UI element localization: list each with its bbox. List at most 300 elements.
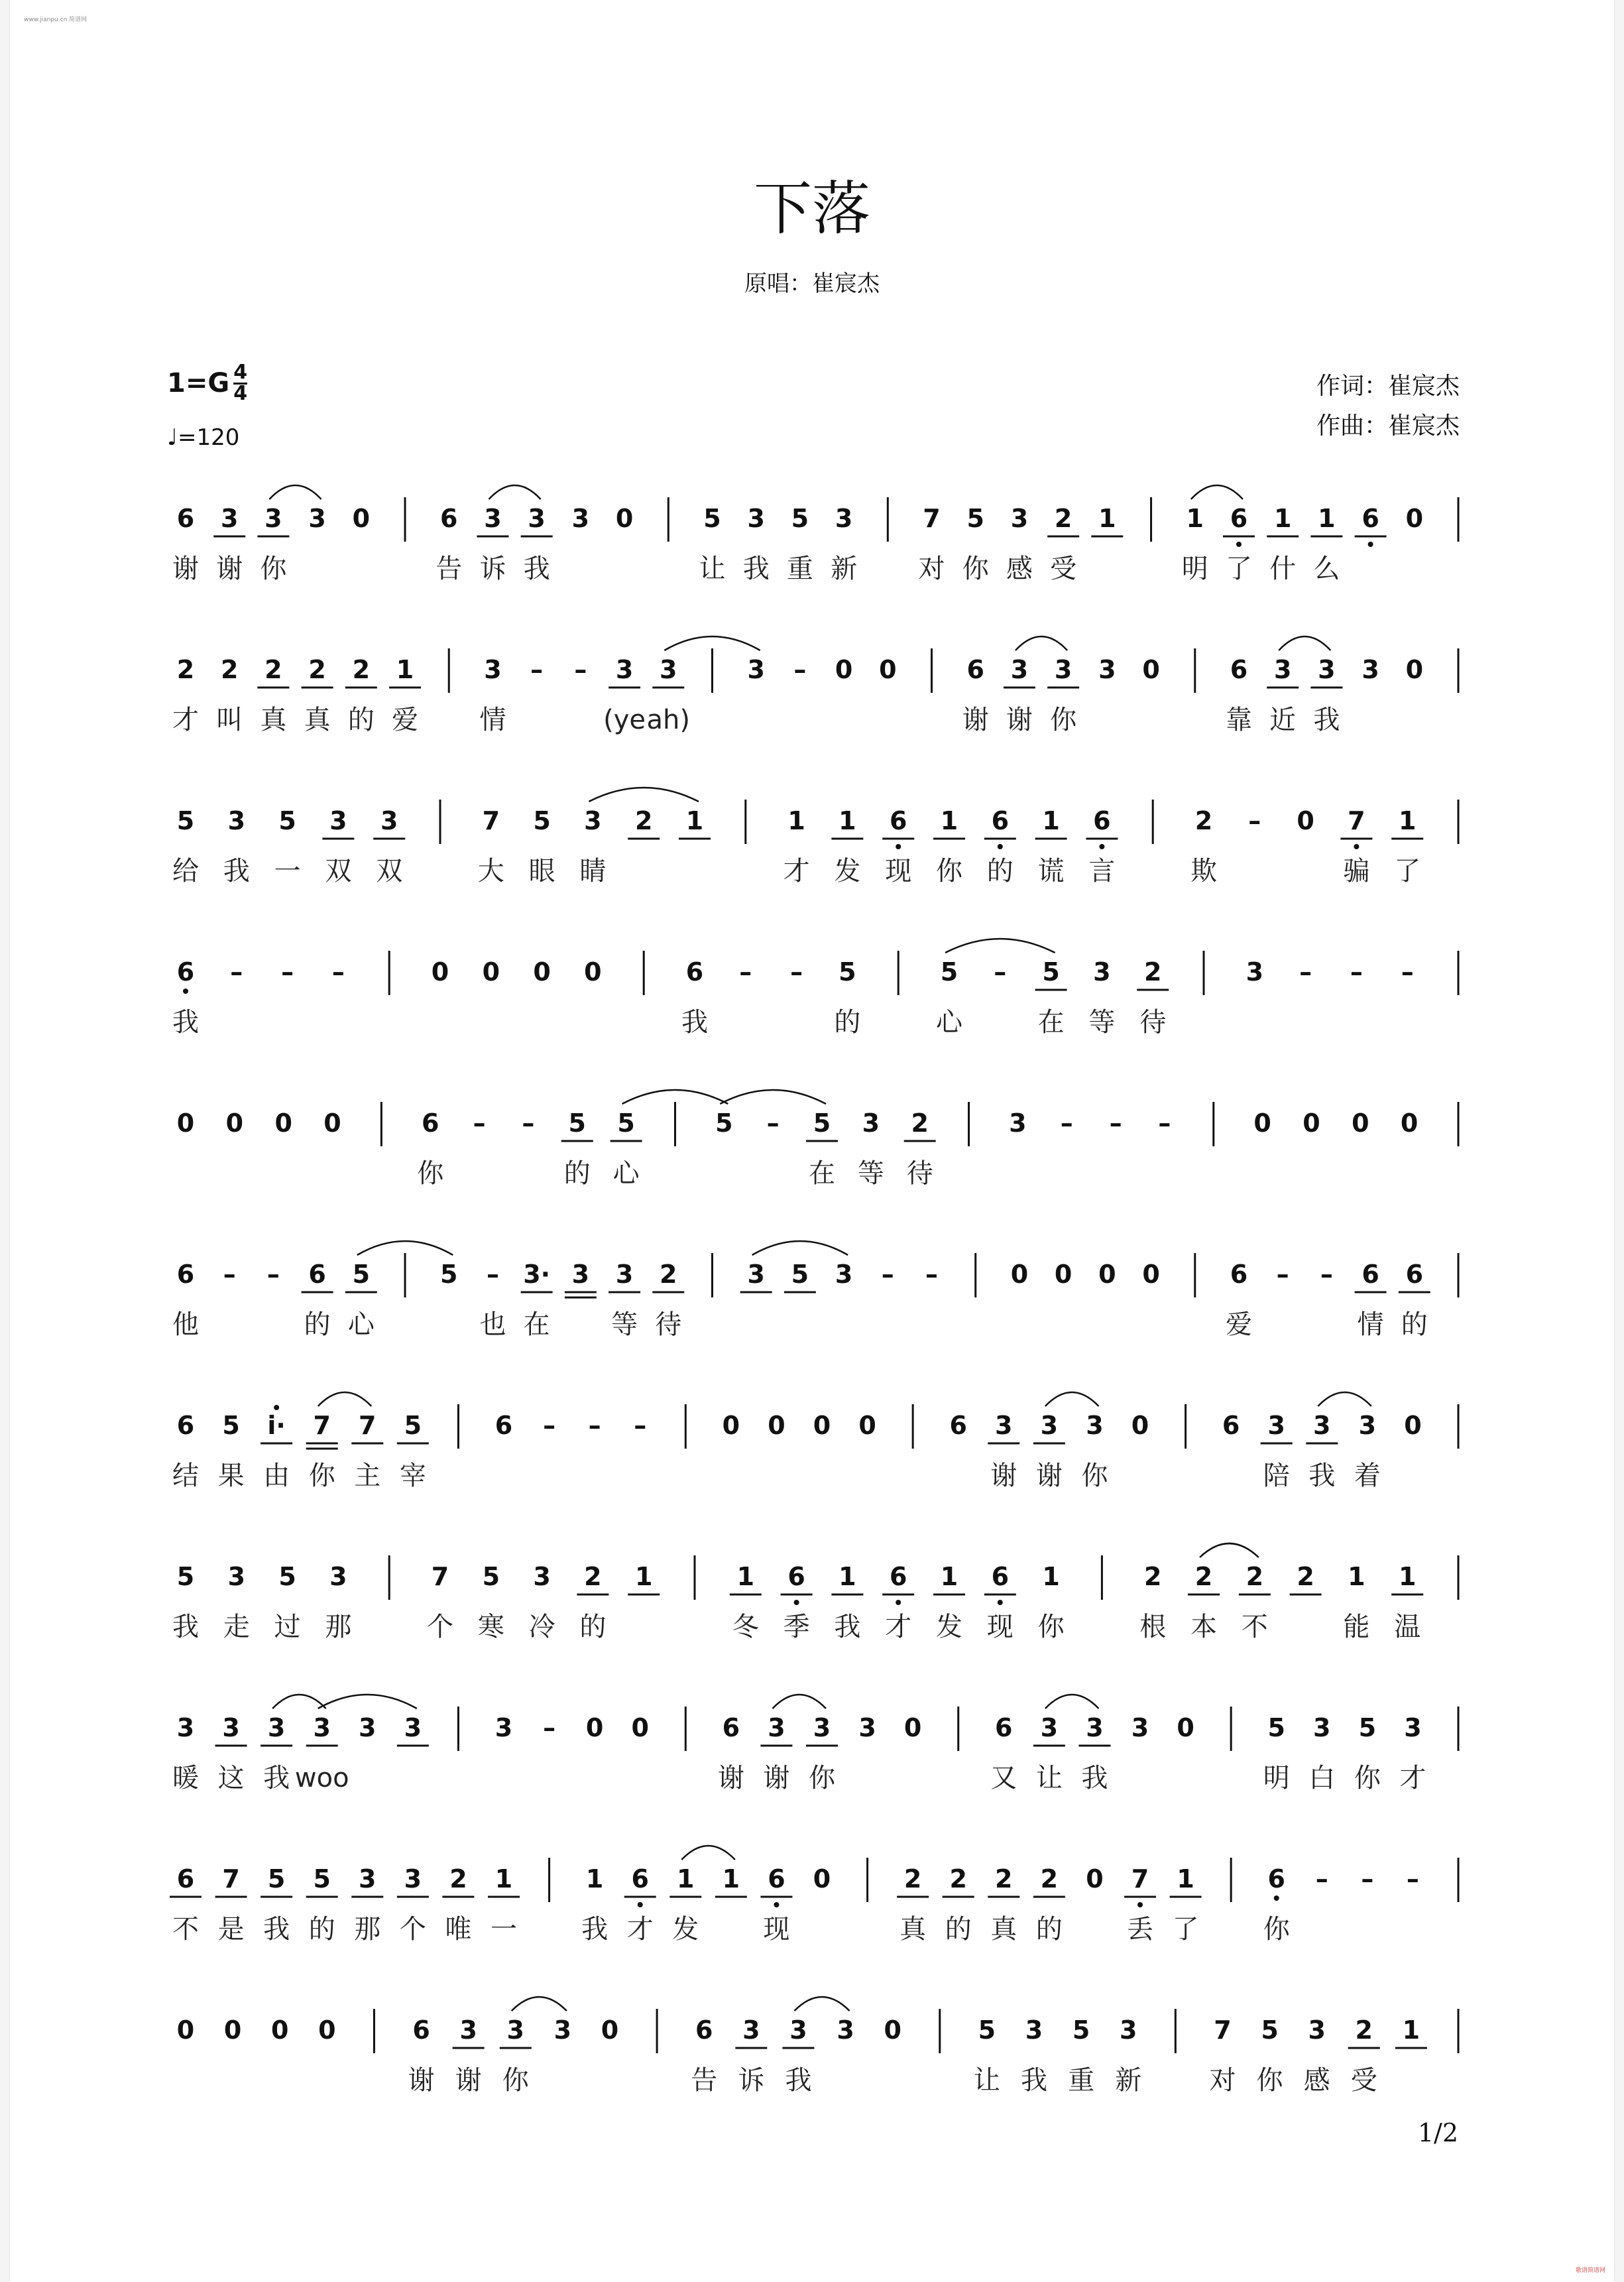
time-signature-bottom: 4 bbox=[233, 381, 248, 405]
note: 2 bbox=[584, 1562, 602, 1591]
site-watermark-footer: 歌谱简谱网 bbox=[1575, 2267, 1605, 2274]
note: 5 bbox=[617, 1109, 635, 1138]
lyric: 我 bbox=[172, 1612, 199, 1642]
slur bbox=[794, 1997, 849, 2011]
note: 3 bbox=[858, 1713, 876, 1742]
lyric: 了 bbox=[1225, 554, 1252, 584]
note: 5 bbox=[352, 1260, 371, 1289]
lyric: 谢 bbox=[763, 1763, 790, 1793]
note: 3 bbox=[1267, 1411, 1285, 1440]
note: 0 bbox=[1405, 655, 1424, 684]
slur bbox=[720, 1090, 826, 1104]
lyric: 我 bbox=[523, 554, 550, 584]
note: 6 bbox=[889, 1562, 907, 1591]
note: 3 bbox=[1119, 2015, 1137, 2045]
note: 0 bbox=[585, 1713, 604, 1742]
lyric: 我 bbox=[1081, 1763, 1108, 1793]
lyric: 温 bbox=[1394, 1612, 1421, 1642]
note: 0 bbox=[1400, 1109, 1419, 1138]
note: 3 bbox=[1093, 957, 1111, 987]
note: 1 bbox=[940, 806, 958, 835]
slur bbox=[1045, 1695, 1099, 1709]
lyric: 走 bbox=[223, 1612, 250, 1642]
lower-octave-dot bbox=[1368, 542, 1373, 547]
note: 6 bbox=[787, 1562, 805, 1591]
note: 6 bbox=[1362, 1260, 1379, 1289]
note: 3 bbox=[1010, 655, 1029, 684]
lyric: 谎 bbox=[1037, 856, 1065, 886]
note: 3 bbox=[768, 1713, 785, 1742]
slur bbox=[681, 1846, 735, 1860]
slur bbox=[1200, 1543, 1259, 1557]
slur bbox=[752, 1241, 848, 1255]
lyric: 近 bbox=[1269, 705, 1297, 735]
slur bbox=[664, 636, 760, 650]
lyric: 重 bbox=[786, 554, 813, 584]
note: 3 bbox=[1086, 1713, 1104, 1742]
note: – bbox=[530, 655, 544, 684]
note: 3 bbox=[1025, 2015, 1043, 2045]
page-number: 1/2 bbox=[1417, 2118, 1458, 2147]
note: 3 bbox=[813, 1713, 831, 1742]
note: 6 bbox=[1230, 1260, 1248, 1289]
note: – bbox=[925, 1260, 939, 1289]
note: 6 bbox=[1405, 1260, 1424, 1289]
composer-credit: 作曲：崔宸杰 bbox=[1316, 412, 1460, 440]
lyric: 结 bbox=[172, 1461, 199, 1491]
lyric: 么 bbox=[1313, 554, 1340, 584]
note: – bbox=[1406, 1864, 1419, 1893]
note: – bbox=[1276, 1260, 1289, 1289]
note: 7 bbox=[431, 1562, 449, 1591]
note: 1 bbox=[736, 1562, 755, 1591]
note: 7 bbox=[313, 1411, 331, 1440]
note: 6 bbox=[685, 957, 704, 987]
slur bbox=[489, 485, 540, 499]
note: 5 bbox=[1267, 1713, 1285, 1742]
note: 1 bbox=[494, 1864, 513, 1893]
note: 6 bbox=[440, 504, 458, 533]
lower-octave-dot bbox=[896, 844, 901, 849]
lyric: 爱 bbox=[392, 705, 419, 735]
note: – bbox=[230, 957, 243, 987]
lyric: 告 bbox=[435, 554, 463, 584]
note: 3 bbox=[494, 1713, 513, 1742]
lyric: 真 bbox=[304, 705, 331, 735]
lyric: 暖 bbox=[172, 1763, 199, 1793]
note: 2 bbox=[1246, 1562, 1264, 1591]
note: 5 bbox=[1042, 957, 1060, 987]
note: 3 bbox=[1273, 655, 1292, 684]
lyric: 是 bbox=[217, 1914, 245, 1945]
lyric: 谢 bbox=[1006, 705, 1033, 735]
lyric: 你 bbox=[809, 1763, 835, 1793]
note: 6 bbox=[1230, 504, 1248, 533]
note: 3 bbox=[227, 1562, 246, 1591]
note: 6 bbox=[1230, 655, 1248, 684]
note: 3 bbox=[742, 2015, 760, 2045]
note: 3 bbox=[747, 1260, 765, 1289]
note: 3 bbox=[222, 1713, 240, 1742]
note: – bbox=[1158, 1109, 1171, 1138]
lyric: 丢 bbox=[1127, 1914, 1153, 1945]
lyric: 谢 bbox=[1035, 1461, 1063, 1491]
lyric: 本 bbox=[1190, 1612, 1217, 1642]
note: – bbox=[331, 957, 345, 987]
note: 2 bbox=[903, 1864, 922, 1893]
note: 5 bbox=[715, 1109, 733, 1138]
note: 2 bbox=[220, 655, 239, 684]
note: 3 bbox=[584, 806, 602, 835]
note: 1 bbox=[1348, 1562, 1365, 1591]
singer-credit: 原唱：崔宸杰 bbox=[744, 270, 880, 297]
note: 3 bbox=[227, 806, 246, 835]
note: 3 bbox=[329, 806, 347, 835]
lyric: 等 bbox=[611, 1309, 638, 1340]
lyric: 个 bbox=[427, 1612, 453, 1642]
lyric: 白 bbox=[1308, 1763, 1336, 1793]
note: 6 bbox=[995, 1713, 1013, 1742]
key-label: 1=G bbox=[167, 368, 230, 398]
note: 6 bbox=[631, 1864, 649, 1893]
lyric: 欺 bbox=[1190, 856, 1217, 886]
lyric: 谢 bbox=[408, 2065, 435, 2096]
lyricist-credit: 作词：崔宸杰 bbox=[1316, 373, 1460, 400]
lyric: 陪 bbox=[1263, 1461, 1290, 1491]
note: 0 bbox=[1303, 1109, 1320, 1138]
note: 6 bbox=[1222, 1411, 1240, 1440]
note: 3 bbox=[359, 1864, 377, 1893]
note: 3 bbox=[615, 655, 634, 684]
slur bbox=[1191, 485, 1243, 499]
note: 6 bbox=[991, 806, 1010, 835]
lyric: 那 bbox=[354, 1914, 381, 1945]
slur bbox=[622, 1090, 728, 1104]
note: 0 bbox=[584, 957, 602, 987]
note: 2 bbox=[1040, 1864, 1059, 1893]
note: 3 bbox=[660, 655, 677, 684]
lyric: 重 bbox=[1068, 2065, 1095, 2096]
lyric: 谢 bbox=[717, 1763, 744, 1793]
note: 7 bbox=[222, 1864, 240, 1893]
lyric: 我 bbox=[834, 1612, 861, 1642]
note: 5 bbox=[1072, 2015, 1090, 2045]
note: – bbox=[634, 1411, 647, 1440]
note: – bbox=[881, 1260, 894, 1289]
note: 1 bbox=[787, 806, 805, 835]
note: 3 bbox=[747, 655, 765, 684]
note: 3 bbox=[1010, 504, 1029, 533]
lower-octave-dot bbox=[896, 1600, 901, 1605]
lyric: 你 bbox=[260, 554, 287, 584]
note: 3 bbox=[1009, 1109, 1027, 1138]
note: 1 bbox=[396, 655, 414, 684]
lyric: 爱 bbox=[1225, 1309, 1252, 1340]
note: 5 bbox=[839, 957, 856, 987]
note: 0 bbox=[223, 2015, 242, 2045]
lyric: 对 bbox=[918, 554, 945, 584]
lyric: 情 bbox=[1357, 1309, 1384, 1340]
note: 0 bbox=[858, 1411, 876, 1440]
note: 5 bbox=[440, 1260, 458, 1289]
lyric: 眼 bbox=[528, 856, 555, 886]
lyric: 一 bbox=[491, 1914, 517, 1945]
note: 6 bbox=[1267, 1864, 1285, 1893]
note: 3 bbox=[380, 806, 398, 835]
note: 5 bbox=[482, 1562, 500, 1591]
note: 3 bbox=[862, 1109, 880, 1138]
lower-octave-dot bbox=[183, 989, 188, 994]
note: – bbox=[1060, 1109, 1073, 1138]
note: – bbox=[790, 957, 803, 987]
lower-octave-dot bbox=[774, 1902, 779, 1907]
lyric: 什 bbox=[1269, 554, 1297, 584]
note: – bbox=[266, 1260, 280, 1289]
lyric: 诉 bbox=[738, 2065, 765, 2096]
note: 0 bbox=[1086, 1864, 1104, 1893]
note: 1 bbox=[1042, 806, 1060, 835]
lyric: 真 bbox=[899, 1914, 927, 1945]
slur bbox=[269, 485, 321, 499]
note: 0 bbox=[879, 655, 897, 684]
lyric: 发 bbox=[936, 1612, 962, 1642]
lower-octave-dot bbox=[794, 1600, 799, 1605]
lyric: 谢 bbox=[216, 554, 243, 584]
note: 0 bbox=[768, 1411, 785, 1440]
lyric: 我 bbox=[263, 1914, 290, 1945]
lyric: 你 bbox=[308, 1461, 335, 1491]
note: 3 bbox=[329, 1562, 347, 1591]
note: 3 bbox=[1131, 1713, 1149, 1742]
lyric: 心 bbox=[936, 1007, 962, 1038]
note: 3 bbox=[1098, 655, 1116, 684]
note: 3 bbox=[533, 1562, 551, 1591]
note: 3 bbox=[1246, 957, 1264, 987]
lyric: 明 bbox=[1181, 554, 1208, 584]
note: 6 bbox=[412, 2015, 430, 2045]
note: – bbox=[522, 1109, 535, 1138]
note: 3 bbox=[264, 504, 282, 533]
lyric: 我 bbox=[223, 856, 250, 886]
lyric: 你 bbox=[1354, 1763, 1381, 1793]
note: 5 bbox=[533, 806, 551, 835]
note: 6 bbox=[722, 1713, 740, 1742]
note: 3 bbox=[404, 1713, 422, 1742]
note: 3 bbox=[1313, 1713, 1331, 1742]
lyric: 让 bbox=[1035, 1763, 1063, 1793]
note: 1 bbox=[1402, 2015, 1421, 2045]
lyric: 发 bbox=[834, 856, 861, 886]
note: 2 bbox=[1054, 504, 1073, 533]
note: 2 bbox=[308, 655, 326, 684]
note: 0 bbox=[533, 957, 551, 987]
note: 2 bbox=[352, 655, 371, 684]
note: 6 bbox=[176, 504, 195, 533]
note: 2 bbox=[1194, 806, 1213, 835]
lower-octave-dot bbox=[998, 1600, 1003, 1605]
note: 5 bbox=[278, 1562, 296, 1591]
note: 1 bbox=[1273, 504, 1292, 533]
note: 0 bbox=[1177, 1713, 1194, 1742]
note: 6 bbox=[695, 2015, 713, 2045]
lyric: 宰 bbox=[399, 1461, 426, 1491]
note: 5 bbox=[568, 1109, 586, 1138]
note: – bbox=[1350, 957, 1363, 987]
lyric: 你 bbox=[1037, 1612, 1065, 1642]
lyric: 那 bbox=[325, 1612, 352, 1642]
slur bbox=[1279, 636, 1330, 650]
lyric: 这 bbox=[217, 1763, 245, 1793]
note: 3 bbox=[176, 1713, 195, 1742]
lyric: 我 bbox=[1308, 1461, 1336, 1491]
note: 1 bbox=[685, 806, 704, 835]
note: 2 bbox=[949, 1864, 967, 1893]
lyric: 寒 bbox=[477, 1612, 504, 1642]
note: 3 bbox=[484, 655, 502, 684]
lyric: 叫 bbox=[216, 705, 243, 735]
note: 0 bbox=[615, 504, 634, 533]
slur bbox=[318, 1392, 372, 1406]
lyric: 发 bbox=[672, 1914, 699, 1945]
lyric: 现 bbox=[763, 1914, 790, 1945]
note: 5 bbox=[1358, 1713, 1377, 1742]
note: 7 bbox=[923, 504, 941, 533]
note: 5 bbox=[404, 1411, 422, 1440]
lyric: 个 bbox=[399, 1914, 426, 1945]
lyric: 在 bbox=[809, 1158, 835, 1189]
lyric: 情 bbox=[479, 705, 506, 735]
quarter-note-icon: ♩ bbox=[167, 424, 178, 451]
lyric: 的 bbox=[304, 1309, 331, 1340]
lower-octave-dot bbox=[1354, 844, 1359, 849]
note: 3 bbox=[1054, 655, 1073, 684]
note: 3 bbox=[308, 504, 326, 533]
note: 3 bbox=[1358, 1411, 1377, 1440]
lyric: 明 bbox=[1263, 1763, 1290, 1793]
lyric: 冬 bbox=[732, 1612, 759, 1642]
note: 7 bbox=[482, 806, 500, 835]
slur bbox=[1045, 1392, 1099, 1406]
lyric: 才 bbox=[885, 1612, 912, 1642]
note: 7 bbox=[359, 1411, 377, 1440]
note: 6 bbox=[494, 1411, 513, 1440]
lyric: 你 bbox=[962, 554, 989, 584]
note: 3 bbox=[571, 504, 590, 533]
lower-octave-dot bbox=[1137, 1902, 1143, 1907]
lyric: 的 bbox=[563, 1158, 591, 1189]
note: 0 bbox=[1131, 1411, 1149, 1440]
lyric: 靠 bbox=[1225, 705, 1252, 735]
lyric: 的 bbox=[1035, 1914, 1063, 1945]
lyric: 他 bbox=[172, 1309, 199, 1340]
note: – bbox=[281, 957, 294, 987]
lyric: 才 bbox=[1399, 1763, 1426, 1793]
note: 3 bbox=[359, 1713, 377, 1742]
note: 3 bbox=[528, 504, 546, 533]
lyric: 我 bbox=[172, 1007, 199, 1038]
note: 0 bbox=[601, 2015, 619, 2045]
slur bbox=[1318, 1392, 1371, 1406]
slur bbox=[945, 939, 1055, 953]
lyric: 言 bbox=[1088, 856, 1116, 886]
lyric: 受 bbox=[1350, 2065, 1377, 2096]
note: 0 bbox=[1297, 806, 1314, 835]
note: 2 bbox=[1143, 957, 1162, 987]
note: 3 bbox=[313, 1713, 331, 1742]
lyric: 待 bbox=[906, 1158, 933, 1189]
note: 3 bbox=[835, 1260, 853, 1289]
lyric: 诉 bbox=[479, 554, 506, 584]
note: 2 bbox=[1143, 1562, 1162, 1591]
note: – bbox=[1320, 1260, 1333, 1289]
note: 6 bbox=[1362, 504, 1379, 533]
note: 0 bbox=[176, 2015, 195, 2045]
lyric: 新 bbox=[1115, 2065, 1142, 2096]
note: 1 bbox=[677, 1864, 695, 1893]
note: 6 bbox=[176, 1411, 195, 1440]
lyric: 不 bbox=[172, 1914, 199, 1945]
lyric: 你 bbox=[1263, 1914, 1290, 1945]
note: 3 bbox=[571, 1260, 590, 1289]
note: 1 bbox=[1098, 504, 1116, 533]
slur bbox=[772, 1695, 826, 1709]
note: 5 bbox=[222, 1411, 240, 1440]
note: 1 bbox=[1186, 504, 1204, 533]
note: 0 bbox=[1142, 655, 1160, 684]
lyric: 我 bbox=[785, 2065, 812, 2096]
lower-octave-dot bbox=[638, 1902, 643, 1907]
note: 5 bbox=[1261, 2015, 1279, 2045]
note: 3 bbox=[1318, 655, 1336, 684]
note: 1 bbox=[1318, 504, 1336, 533]
note: 0 bbox=[431, 957, 449, 987]
note: 2 bbox=[634, 806, 653, 835]
lyric: 心 bbox=[347, 1309, 375, 1340]
slur bbox=[272, 1695, 326, 1709]
note: 1 bbox=[839, 806, 856, 835]
note: 0 bbox=[176, 1109, 195, 1138]
note: 0 bbox=[323, 1109, 341, 1138]
note: – bbox=[793, 655, 807, 684]
note: 3 bbox=[837, 2015, 854, 2045]
note: 2 bbox=[264, 655, 282, 684]
note: 1 bbox=[634, 1562, 653, 1591]
note: 6 bbox=[308, 1260, 326, 1289]
note: 2 bbox=[449, 1864, 467, 1893]
lyric: 能 bbox=[1343, 1612, 1370, 1642]
lyric: 的 bbox=[1401, 1309, 1428, 1340]
note: – bbox=[994, 957, 1007, 987]
note: – bbox=[588, 1411, 601, 1440]
lyric: 我 bbox=[681, 1007, 708, 1038]
lyric: 待 bbox=[655, 1309, 682, 1340]
lyric: 的 bbox=[986, 856, 1014, 886]
note: 2 bbox=[911, 1109, 929, 1138]
note: 6 bbox=[1093, 806, 1111, 835]
note: 1 bbox=[1042, 1562, 1060, 1591]
note: 1 bbox=[1398, 806, 1417, 835]
lyric: 谢 bbox=[172, 554, 199, 584]
lyric: 的 bbox=[945, 1914, 972, 1945]
lyric: 现 bbox=[986, 1612, 1014, 1642]
note: 2 bbox=[1297, 1562, 1314, 1591]
tempo-value: =120 bbox=[178, 424, 240, 451]
lyric: 才 bbox=[172, 705, 199, 735]
slur bbox=[357, 1241, 453, 1255]
lyric: 你 bbox=[936, 856, 962, 886]
note: 1 bbox=[1177, 1864, 1194, 1893]
note: 6 bbox=[422, 1109, 439, 1138]
